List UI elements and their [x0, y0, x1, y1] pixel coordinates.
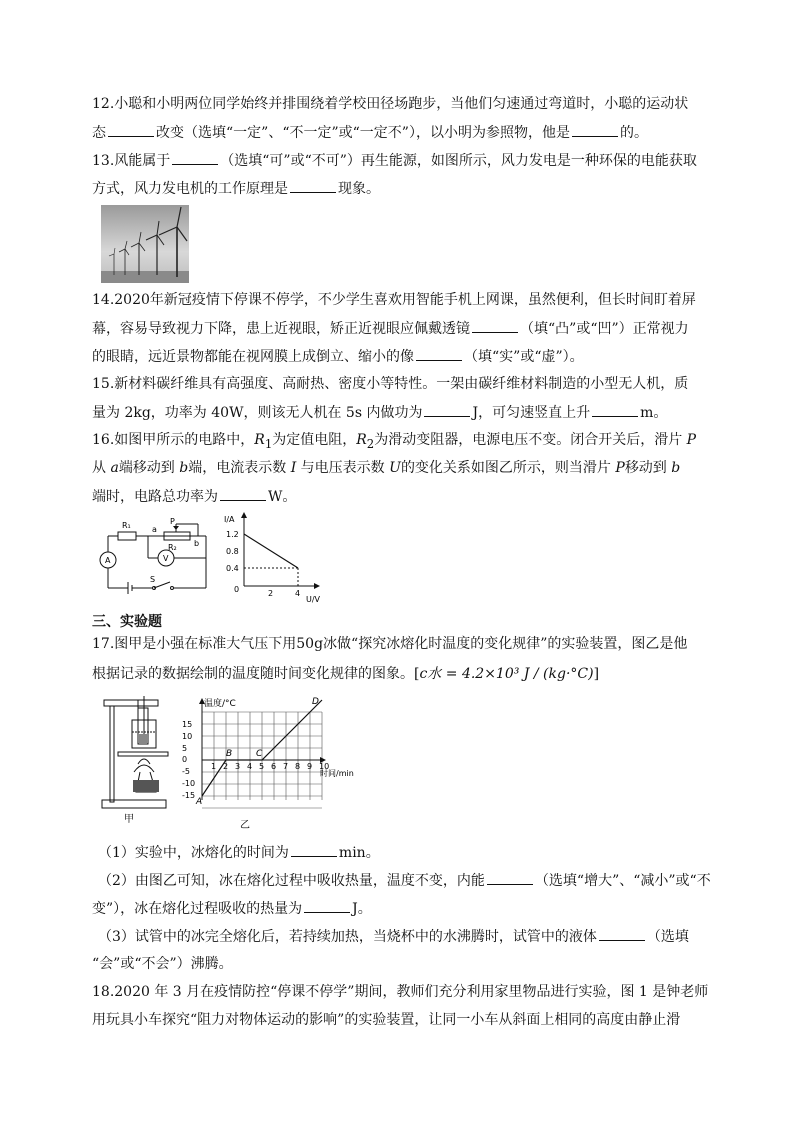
- temp-ytick: 5: [182, 744, 188, 753]
- b-label: b: [194, 539, 200, 548]
- iu-origin: 0: [234, 585, 240, 594]
- point-a: A: [196, 797, 203, 807]
- formula: c水 = 4.2×10³ J / (kg·°C): [419, 666, 594, 682]
- point-c: C: [256, 749, 263, 759]
- q17-sub2: （2）由图乙可知，冰在熔化过程中吸收热量，温度不变，内能 （选填“增大”、“减小”或“不: [98, 870, 711, 891]
- answer-blank: [220, 486, 266, 501]
- time-xtick: 2: [223, 762, 229, 771]
- temp-ytick: 15: [182, 720, 193, 729]
- answer-blank: [108, 122, 154, 137]
- q16-line2: 从 a端移动到 b端，电流表示数 I 与电压表示数 U的变化关系如图乙所示，则当滑片 P移动到 b: [92, 460, 681, 476]
- iu-ytick: 1.2: [226, 530, 239, 539]
- answer-blank: [472, 318, 518, 333]
- q16-line1: 16.如图甲所示的电路中，$R_1$为定值电阻，$R_2$为滑动变阻器，电源电压不变。闭合开关后，滑片 P: [92, 432, 697, 451]
- time-xtick: 1: [211, 762, 217, 771]
- section-heading: 三、实验题: [92, 614, 162, 630]
- iu-graph: [220, 510, 332, 604]
- answer-blank: [304, 898, 350, 913]
- temp-ytick: -15: [182, 791, 196, 800]
- q18-line1: 18.2020 年 3 月在疫情防控“停课不停学”期间，教师们充分利用家里物品进行实验，图 1 是钟老师: [92, 984, 709, 1000]
- answer-blank: [172, 150, 218, 165]
- q14-line2: 幕，容易导致视力下降，患上近视眼，矫正近视眼应佩戴透镜 （填“凸”或“凹”）正常视力: [92, 318, 689, 339]
- q17-sub3: （3）试管中的冰完全熔化后，若持续加热，当烧杯中的水沸腾时，试管中的液体 （选填: [98, 926, 689, 947]
- time-xtick: 8: [295, 762, 301, 771]
- wind-turbine-photo: [101, 205, 189, 283]
- q13-line1: 13.风能属于 （选填“可”或“不可”）再生能源，如图所示，风力发电是一种环保的电能获取: [92, 150, 697, 171]
- q17-sub2-cont: 变”），冰在熔化过程吸收的热量为 J。: [92, 898, 372, 919]
- q18-line2: 用玩具小车探究“阻力对物体运动的影响”的实验装置，让同一小车从斜面上相同的高度由静止滑: [92, 1012, 681, 1028]
- q15-line1: 15.新材料碳纤维具有高强度、高耐热、密度小等特性。一架由碳纤维材料制造的小型无人机，质: [92, 376, 689, 392]
- r2-label: R₂: [168, 543, 177, 552]
- q14-line1: 14.2020年新冠疫情下停课不停学，不少学生喜欢用智能手机上网课，虽然便利，但长时间盯着屏: [92, 292, 696, 308]
- caption-jia: 甲: [124, 814, 134, 825]
- a-label: a: [152, 525, 157, 534]
- temp-ylabel: 温度/°C: [204, 699, 236, 709]
- time-xtick: 9: [307, 762, 313, 771]
- point-b: B: [226, 749, 233, 759]
- temperature-graph: [180, 694, 354, 832]
- answer-blank: [291, 842, 337, 857]
- q15-line2: 量为 2kg，功率为 40W，则该无人机在 5s 内做功为 J，可匀速竖直上升 m。: [92, 402, 667, 423]
- answer-blank: [572, 122, 618, 137]
- iu-ytick: 0.8: [226, 547, 239, 556]
- time-xtick: 4: [247, 762, 253, 771]
- q16-line3: 端时，电路总功率为 W。: [92, 486, 296, 507]
- iu-xtick: 2: [268, 589, 274, 598]
- time-xtick: 6: [271, 762, 277, 771]
- answer-blank: [599, 926, 645, 941]
- temp-ytick: -5: [182, 767, 190, 776]
- ammeter-label: A: [105, 556, 111, 565]
- iu-xlabel: U/V: [306, 595, 321, 604]
- answer-blank: [290, 178, 336, 193]
- circuit-diagram: [94, 514, 216, 598]
- q14-line3: 的眼睛，远近景物都能在视网膜上成倒立、缩小的像 （填“实”或“虚”）。: [92, 346, 584, 367]
- q12-line2: 态 改变（选填“一定”、“不一定”或“一定不”），以小明为参照物，他是 的。: [92, 122, 648, 143]
- r1-label: R₁: [122, 521, 131, 530]
- temp-ytick: -10: [182, 779, 196, 788]
- iu-ytick: 0.4: [226, 564, 239, 573]
- point-d: D: [312, 697, 319, 707]
- voltmeter-label: V: [163, 554, 169, 563]
- temp-ytick: 0: [182, 755, 188, 764]
- switch-label: S: [150, 575, 156, 584]
- iu-xtick: 4: [295, 589, 301, 598]
- time-xtick: 10: [319, 762, 330, 771]
- time-xlabel: 时间/min: [320, 769, 354, 778]
- time-xtick: 7: [283, 762, 289, 771]
- q17-sub3-cont: “会”或“不会”）沸腾。: [92, 956, 233, 972]
- answer-blank: [424, 402, 470, 417]
- answer-blank: [487, 870, 533, 885]
- q12-line1: 12.小聪和小明两位同学始终并排围绕着学校田径场跑步，当他们匀速通过弯道时，小聪的运动状: [92, 96, 689, 112]
- time-xtick: 3: [235, 762, 241, 771]
- time-xtick: 5: [259, 762, 265, 771]
- answer-blank: [592, 402, 638, 417]
- q17-sub1: （1）实验中，冰熔化的时间为 min。: [98, 842, 380, 863]
- iu-ylabel: I/A: [224, 515, 235, 524]
- temp-ytick: 10: [182, 732, 193, 741]
- q13-line2: 方式，风力发电机的工作原理是 现象。: [92, 178, 380, 199]
- caption-yi: 乙: [240, 820, 250, 831]
- apparatus-figure: [100, 694, 176, 824]
- q17-line2: 根据记录的数据绘制的温度随时间变化规律的图象。[c水 = 4.2×10³ J / (kg·°C)]: [92, 666, 600, 682]
- p-label: P: [170, 517, 175, 526]
- answer-blank: [416, 346, 462, 361]
- q17-line1: 17.图甲是小强在标准大气压下用50g冰做“探究冰熔化时温度的变化规律”的实验装置，图乙是他: [92, 636, 688, 652]
